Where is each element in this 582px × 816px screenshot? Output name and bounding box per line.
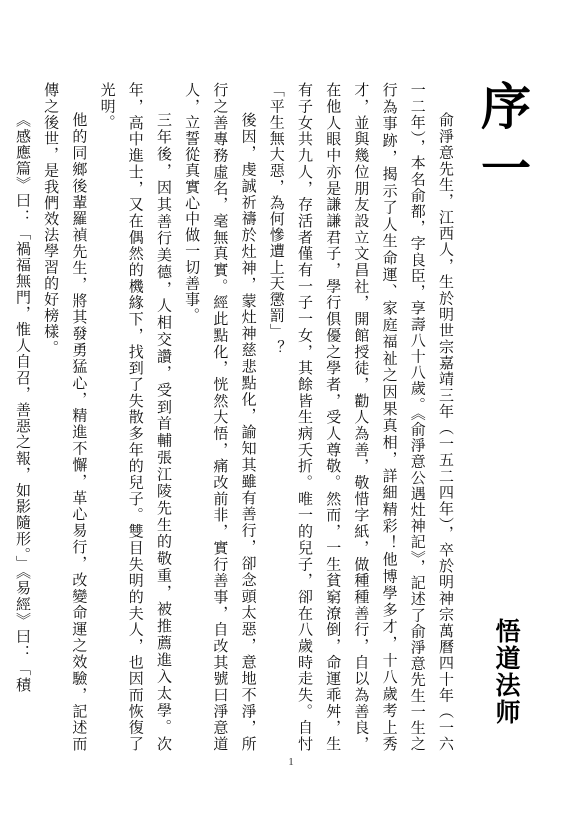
paragraph: 三年後，因其善行美德，人相交讚，受到首輔張江陵先生的敬重，被推薦進入太學。次年，高中進士，又在偶然的機緣下，找到了失散多年的兒子。雙目失明的夫人，也因而恢復了光明。 [98, 82, 173, 752]
author-name: 悟道法师 [492, 618, 521, 726]
paragraph: 他的同鄉後輩羅禎先生，將其發勇猛心，精進不懈，革心易行，改變命運之效驗，記述而傳之後世，是我們效法學習的好榜樣。 [42, 82, 89, 752]
page-title: 序一 [473, 80, 532, 204]
paragraph: 《感應篇》曰：「禍福無門，惟人自召，善惡之報，如影隨形。」《易經》曰：「積 [13, 112, 32, 693]
body-text [13, 82, 460, 752]
paragraph: 俞淨意先生，江西人，生於明世宗嘉靖三年（一五二四年），卒於明神宗萬曆四十年（一六一二年），本名俞都，字良臣，享壽八十八歲。《俞淨意公遇灶神記》，記述了俞淨意先生一生之行為事跡，揭示了人生命運、家庭福祉之因果真相，詳細精彩！他博學多才，十八歲考上秀才，並與幾位朋友設立文昌社，開館授徒，勸人為善，敬惜字紙，做種種善行，自以為善良，在他人眼中亦是謙謙君子，學行俱優之學者，受人尊敬。然而，一生貧窮潦倒，命運乖舛，生有子女共九人，存活者僅有一子一女，其餘皆生病夭折。唯一的兒子，卻在八歲時走失。自忖「平生無大惡，為何慘遭上天懲罰」？ [267, 82, 455, 752]
paragraph: 後因，虔誠祈禱於灶神，蒙灶神慈悲點化，諭知其雖有善行，卻念頭太惡，意地不淨，所行之善專務虛名，毫無真實。經此點化，恍然大悟，痛改前非，實行善事，自改其號曰淨意道人，立誓從真實心中做一切善事。 [183, 82, 258, 752]
page-number: 1 [288, 756, 294, 768]
